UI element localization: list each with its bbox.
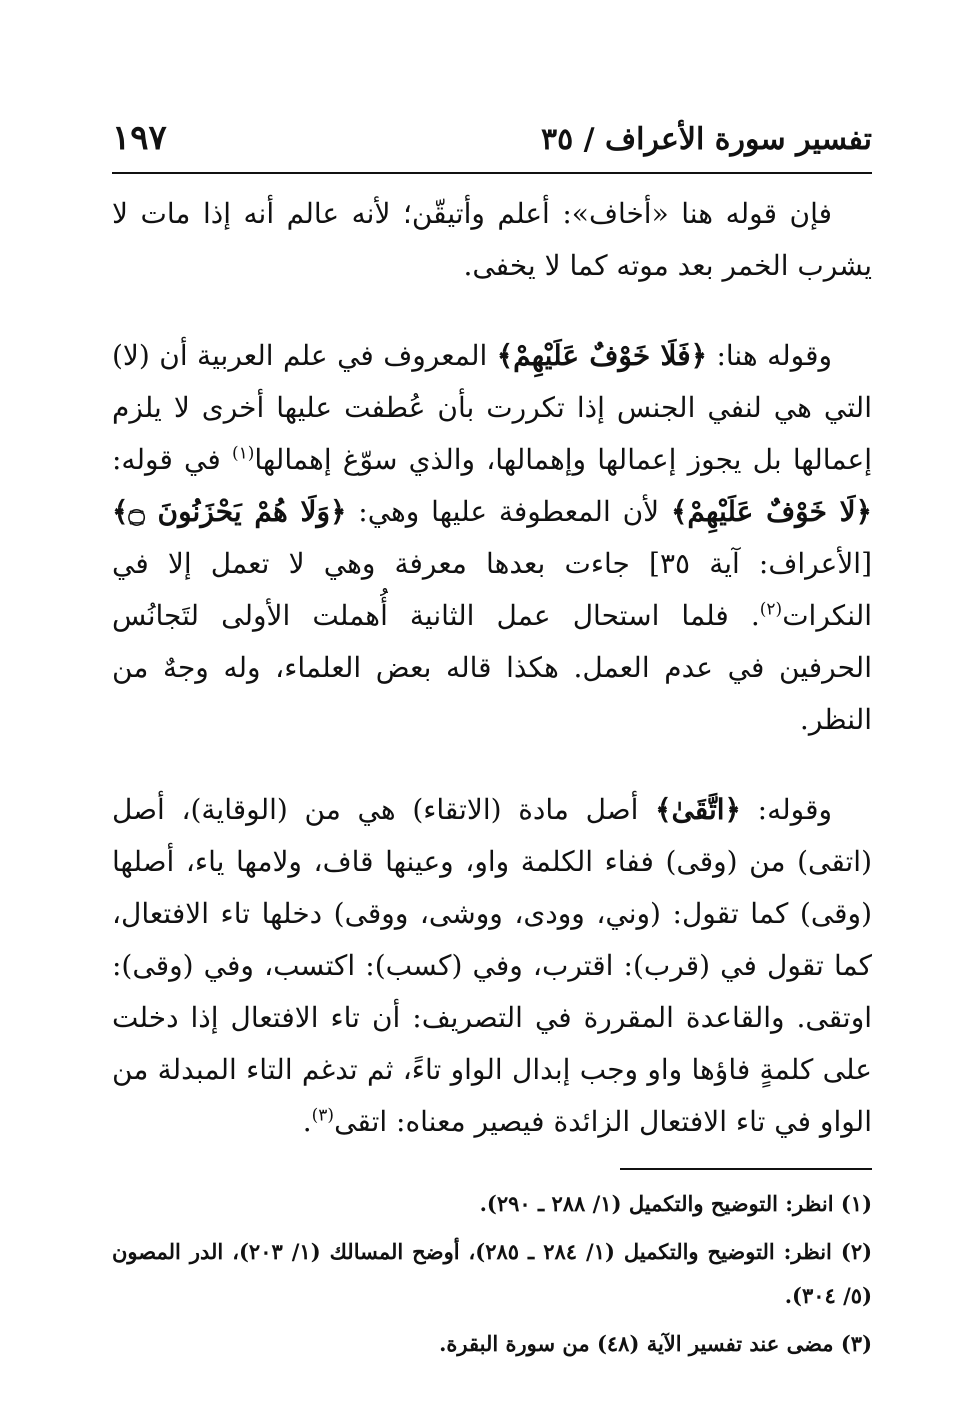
p2-text-d: لأن المعطوفة عليها وهي:	[346, 495, 672, 528]
quran-quote-4: ﴿اتَّقَىٰ﴾	[655, 793, 741, 826]
page-number: ١٩٧	[112, 118, 167, 158]
header-title: تفسير سورة الأعراف / ٣٥	[540, 122, 872, 157]
quran-quote-2: ﴿لَا خَوْفٌ عَلَيْهِمْ﴾	[671, 495, 872, 528]
footnote-ref-3: (٣)	[311, 1105, 335, 1126]
paragraph-3	[112, 784, 872, 1148]
footnote-1: (١) انظر: التوضيح والتكميل (١/ ٢٨٨ ـ ٢٩٠).	[479, 1191, 872, 1216]
footnote-3: (٣) مضى عند تفسير الآية (٤٨) من سورة البقرة.	[439, 1331, 872, 1356]
quran-quote-3: ﴿وَلَا هُمْ يَحْزَنُونَ ۝﴾	[112, 495, 347, 528]
p2-text-a: وقوله هنا:	[707, 339, 832, 372]
p2-text-c: في قوله:	[112, 443, 232, 476]
p3-text-c: .	[302, 1105, 312, 1138]
footnotes	[112, 1182, 872, 1370]
p2-text-b: المعروف في علم العربية أن (لا) التي هي لنفي الجنس إذا تكررت بأن عُطفت عليها أخرى لا يلزم إعمالها بل يجوز إعمالها وإهمالها، والذي سوّغ إهمالها	[112, 339, 872, 476]
paragraph-1-text: فإن قوله هنا «أخاف»: أعلم وأتيقّن؛ لأنه عالم أنه إذا مات لا يشرب الخمر بعد موته كما لا يخفى.	[112, 197, 872, 282]
running-header	[112, 110, 872, 170]
p2-text-f: . فلما استحال عمل الثانية أُهملت الأولى لتَجانُس الحرفين في عدم العمل. هكذا قاله بعض العلماء، وله وجهٌ من النظر.	[112, 599, 872, 736]
p3-text-b: أصل مادة (الاتقاء) هي من (الوقاية)، أصل (اتقى) من (وقى) ففاء الكلمة واو، وعينها قاف، ولامها ياء، أصلها (وقى) كما تقول: (وني، وودى، ووشى، ووقى) دخلها تاء الافتعال، كما تقول في (قرب): اقترب، وفي (كسب): اكتسب، وفي (وقى): اوتقى. والقاعدة المقررة في التصريف: أن تاء الافتعال إذا دخلت على كلمةٍ فاؤها واو وجب إبدال الواو تاءً، ثم تدغم التاء المبدلة من الواو في تاء الافتعال الزائدة فيصير معناه: اتقى	[112, 793, 872, 1138]
p2-text-e: [الأعراف: آية ٣٥] جاءت بعدها معرفة وهي لا تعمل إلا في النكرات	[112, 547, 872, 632]
main-text	[112, 188, 872, 1148]
paragraph-2	[112, 330, 872, 746]
footnote-ref-2: (٢)	[759, 599, 783, 620]
footnote-divider	[620, 1168, 872, 1170]
p3-text-a: وقوله:	[740, 793, 832, 826]
quran-quote-1: ﴿فَلَا خَوْفٌ عَلَيْهِمْ﴾	[496, 339, 707, 372]
footnote-ref-1: (١)	[231, 443, 255, 464]
footnote-2: (٢) انظر: التوضيح والتكميل (١/ ٢٨٤ ـ ٢٨٥)، أوضح المسالك (١/ ٢٠٣)، الدر المصون (٥/ ٣٠٤).	[112, 1239, 873, 1308]
paragraph-1	[112, 188, 872, 292]
header-divider	[112, 172, 872, 174]
